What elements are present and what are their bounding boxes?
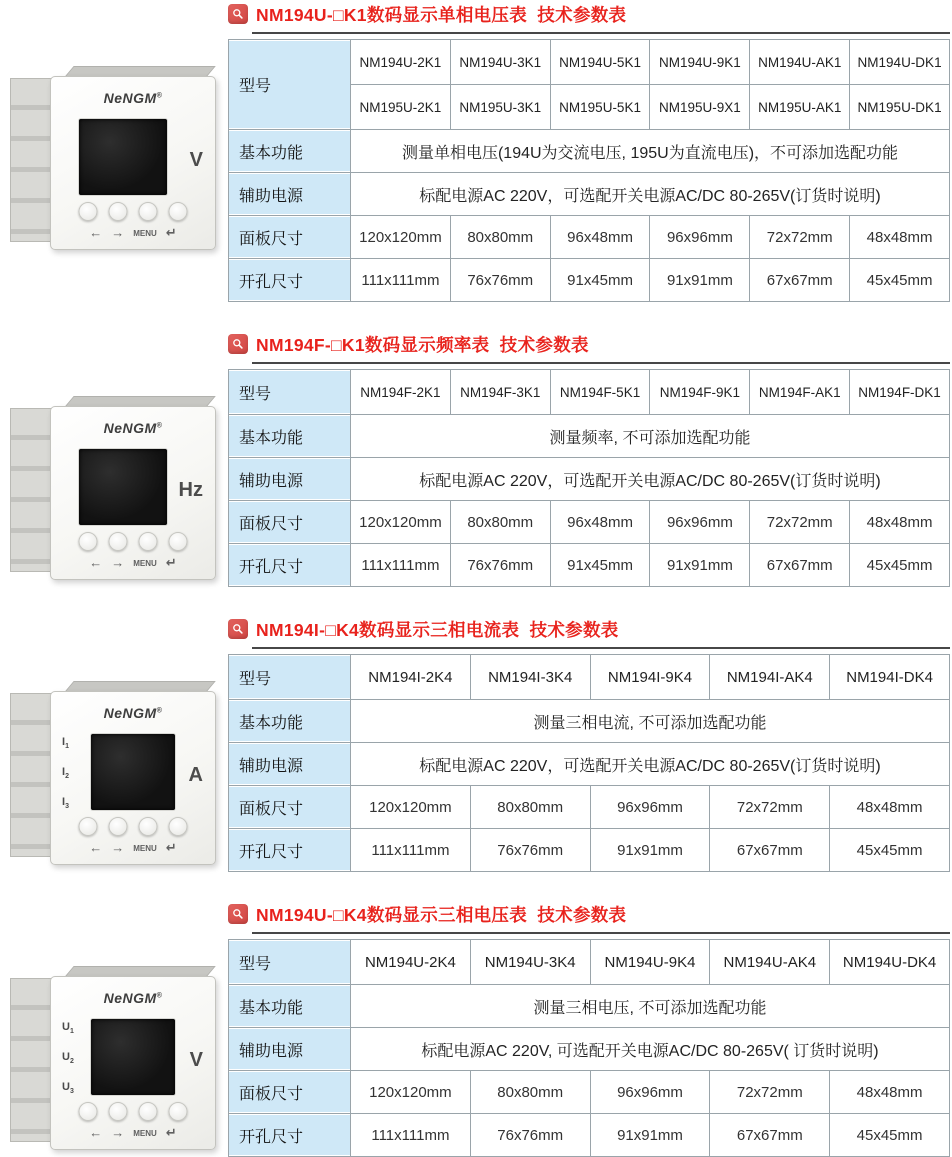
panel-size-cell: 120x120mm bbox=[351, 216, 451, 259]
meter-photo bbox=[10, 956, 215, 1156]
brand-logo bbox=[51, 90, 215, 106]
panel-size-row bbox=[229, 1071, 950, 1114]
aux-power-cell: 标配电源AC 220V, 可选配开关电源AC/DC 80-265V( 订货时说明) bbox=[351, 1028, 950, 1071]
panel-button-row bbox=[79, 532, 188, 551]
lcd-display bbox=[79, 119, 167, 195]
product-photo-column bbox=[0, 2, 228, 302]
panel-size-cell: 120x120mm bbox=[351, 501, 451, 544]
panel-button-label: MENU bbox=[133, 228, 157, 238]
panel-button-labels bbox=[89, 225, 177, 240]
registered-mark: ® bbox=[156, 992, 163, 1000]
panel-size-cell: 72x72mm bbox=[750, 216, 850, 259]
cutout-size-cell: 91x91mm bbox=[590, 1114, 710, 1157]
aux-power-row bbox=[229, 458, 950, 501]
spec-table bbox=[228, 39, 950, 302]
section-header bbox=[228, 902, 950, 926]
model-cell: NM195U-9X1 bbox=[650, 85, 750, 130]
basic-function-cell: 测量频率, 不可添加选配功能 bbox=[351, 415, 950, 458]
panel-button bbox=[109, 1102, 128, 1121]
model-cell: NM195U-AK1 bbox=[750, 85, 850, 130]
lcd-display bbox=[91, 1019, 175, 1095]
cutout-size-cell: 91x91mm bbox=[650, 544, 750, 587]
channel-label bbox=[62, 796, 69, 810]
row-header: 基本功能 bbox=[229, 985, 351, 1028]
basic-function-row bbox=[229, 700, 950, 743]
row-header: 辅助电源 bbox=[229, 743, 351, 786]
model-cell: NM194U-DK4 bbox=[830, 940, 950, 985]
cutout-size-cell: 111x111mm bbox=[351, 544, 451, 587]
basic-function-row bbox=[229, 415, 950, 458]
panel-button-row bbox=[79, 1102, 188, 1121]
unit-label: Hz bbox=[178, 479, 203, 501]
basic-function-cell: 测量单相电压(194U为交流电压, 195U为直流电压)，不可添加选配功能 bbox=[351, 130, 950, 173]
channel-base: U bbox=[62, 1080, 70, 1093]
model-cell: NM194U-3K4 bbox=[470, 940, 590, 985]
panel-size-cell: 80x80mm bbox=[450, 501, 550, 544]
model-cell: NM194U-DK1 bbox=[850, 40, 950, 85]
title-underline bbox=[252, 362, 950, 364]
channel-label bbox=[62, 1051, 74, 1065]
cutout-size-row bbox=[229, 829, 950, 872]
brand-name: NeNGM bbox=[103, 420, 157, 436]
cutout-size-cell: 45x45mm bbox=[850, 259, 950, 302]
panel-size-cell: 120x120mm bbox=[351, 1071, 471, 1114]
channel-subscript: 3 bbox=[69, 1088, 74, 1095]
row-header: 面板尺寸 bbox=[229, 1071, 351, 1114]
brand-logo bbox=[51, 990, 215, 1006]
model-row bbox=[229, 940, 950, 985]
panel-button bbox=[169, 817, 188, 836]
panel-button-label: ← bbox=[89, 225, 103, 240]
model-cell: NM194U-2K4 bbox=[351, 940, 471, 985]
panel-size-cell: 96x48mm bbox=[550, 216, 650, 259]
model-cell: NM194U-2K1 bbox=[351, 40, 451, 85]
cutout-size-cell: 76x76mm bbox=[470, 829, 590, 872]
panel-size-cell: 80x80mm bbox=[470, 786, 590, 829]
panel-size-cell: 96x48mm bbox=[550, 501, 650, 544]
row-header-model: 型号 bbox=[229, 655, 351, 700]
panel-size-row bbox=[229, 501, 950, 544]
meter-front-panel bbox=[50, 76, 216, 250]
meter-front-panel bbox=[50, 406, 216, 580]
panel-size-cell: 48x48mm bbox=[830, 786, 950, 829]
section-4 bbox=[0, 902, 952, 1157]
cutout-size-cell: 67x67mm bbox=[750, 544, 850, 587]
model-cell: NM194F-5K1 bbox=[550, 370, 650, 415]
channel-labels bbox=[62, 1021, 74, 1095]
model-cell: NM194F-3K1 bbox=[450, 370, 550, 415]
model-cell: NM194U-3K1 bbox=[450, 40, 550, 85]
section-header bbox=[228, 2, 950, 26]
panel-button bbox=[79, 1102, 98, 1121]
panel-button bbox=[79, 817, 98, 836]
row-header: 基本功能 bbox=[229, 415, 351, 458]
model-cell: NM194F-9K1 bbox=[650, 370, 750, 415]
panel-button bbox=[169, 202, 188, 221]
section-2 bbox=[0, 332, 952, 587]
model-cell: NM195U-3K1 bbox=[450, 85, 550, 130]
model-cell: NM195U-5K1 bbox=[550, 85, 650, 130]
channel-labels bbox=[62, 736, 69, 810]
panel-size-cell: 72x72mm bbox=[710, 786, 830, 829]
cutout-size-cell: 67x67mm bbox=[750, 259, 850, 302]
panel-button-label: → bbox=[111, 840, 125, 855]
cutout-size-cell: 67x67mm bbox=[710, 829, 830, 872]
panel-button-label: → bbox=[111, 225, 125, 240]
panel-button bbox=[139, 817, 158, 836]
panel-button bbox=[169, 532, 188, 551]
magnifier-icon bbox=[228, 334, 248, 354]
magnifier-icon bbox=[228, 4, 248, 24]
section-title: NM194I-□K4数码显示三相电流表 技术参数表 bbox=[256, 619, 619, 640]
cutout-size-cell: 67x67mm bbox=[710, 1114, 830, 1157]
panel-button bbox=[109, 202, 128, 221]
panel-button-label: MENU bbox=[133, 558, 157, 568]
panel-size-cell: 96x96mm bbox=[590, 1071, 710, 1114]
cutout-size-cell: 111x111mm bbox=[351, 1114, 471, 1157]
aux-power-cell: 标配电源AC 220V，可选配开关电源AC/DC 80-265V(订货时说明) bbox=[351, 173, 950, 216]
cutout-size-cell: 91x45mm bbox=[550, 544, 650, 587]
model-cell: NM194U-AK1 bbox=[750, 40, 850, 85]
panel-button-label: ↵ bbox=[165, 1125, 177, 1140]
model-cell: NM195U-2K1 bbox=[351, 85, 451, 130]
row-header-model: 型号 bbox=[229, 940, 351, 985]
product-photo-column bbox=[0, 902, 228, 1157]
panel-button-label: ← bbox=[89, 555, 103, 570]
section-content bbox=[228, 332, 952, 587]
panel-size-cell: 80x80mm bbox=[470, 1071, 590, 1114]
panel-button-label: → bbox=[111, 555, 125, 570]
section-content bbox=[228, 902, 952, 1157]
model-row bbox=[229, 655, 950, 700]
panel-size-cell: 72x72mm bbox=[750, 501, 850, 544]
aux-power-row bbox=[229, 1028, 950, 1071]
panel-button-label: ↵ bbox=[165, 840, 177, 855]
channel-subscript: 1 bbox=[65, 743, 69, 751]
magnifier-icon bbox=[228, 619, 248, 639]
model-cell: NM194U-5K1 bbox=[550, 40, 650, 85]
unit-label: V bbox=[189, 1049, 203, 1071]
basic-function-cell: 测量三相电流, 不可添加选配功能 bbox=[351, 700, 950, 743]
panel-size-cell: 96x96mm bbox=[650, 501, 750, 544]
model-cell: NM194F-2K1 bbox=[351, 370, 451, 415]
row-header: 面板尺寸 bbox=[229, 786, 351, 829]
meter-front-panel bbox=[50, 976, 216, 1150]
panel-button-label: → bbox=[111, 1125, 125, 1140]
panel-button-label: ↵ bbox=[165, 555, 177, 570]
model-cell: NM194I-3K4 bbox=[470, 655, 590, 700]
aux-power-row bbox=[229, 173, 950, 216]
registered-mark: ® bbox=[156, 422, 163, 430]
model-cell: NM194U-AK4 bbox=[710, 940, 830, 985]
section-title: NM194F-□K1数码显示频率表 技术参数表 bbox=[256, 334, 589, 355]
panel-button bbox=[139, 202, 158, 221]
model-cell: NM194I-2K4 bbox=[351, 655, 471, 700]
spec-table bbox=[228, 369, 950, 587]
panel-button-row bbox=[79, 202, 188, 221]
channel-base: U bbox=[62, 1021, 70, 1033]
meter-photo bbox=[10, 56, 215, 256]
row-header: 开孔尺寸 bbox=[229, 1114, 351, 1157]
row-header: 基本功能 bbox=[229, 130, 351, 173]
row-header: 辅助电源 bbox=[229, 1028, 351, 1071]
title-underline bbox=[252, 32, 950, 34]
channel-subscript: 2 bbox=[69, 1058, 74, 1066]
registered-mark: ® bbox=[156, 707, 163, 715]
row-header: 开孔尺寸 bbox=[229, 259, 351, 302]
panel-button-label: ← bbox=[89, 1125, 103, 1140]
basic-function-row bbox=[229, 985, 950, 1028]
panel-size-cell: 96x96mm bbox=[590, 786, 710, 829]
aux-power-cell: 标配电源AC 220V，可选配开关电源AC/DC 80-265V(订货时说明) bbox=[351, 458, 950, 501]
row-header: 基本功能 bbox=[229, 700, 351, 743]
panel-size-cell: 48x48mm bbox=[850, 216, 950, 259]
model-cell: NM194F-DK1 bbox=[850, 370, 950, 415]
model-cell: NM194I-DK4 bbox=[830, 655, 950, 700]
cutout-size-cell: 76x76mm bbox=[450, 544, 550, 587]
cutout-size-cell: 111x111mm bbox=[351, 829, 471, 872]
brand-name: NeNGM bbox=[103, 990, 157, 1006]
spec-table bbox=[228, 654, 950, 872]
panel-size-row bbox=[229, 216, 950, 259]
row-header: 面板尺寸 bbox=[229, 216, 351, 259]
panel-button-labels bbox=[89, 1125, 177, 1140]
brand-logo bbox=[51, 705, 215, 721]
section-content bbox=[228, 617, 952, 872]
basic-function-cell: 测量三相电压, 不可添加选配功能 bbox=[351, 985, 950, 1028]
spec-table bbox=[228, 939, 950, 1157]
cutout-size-cell: 45x45mm bbox=[830, 829, 950, 872]
title-underline bbox=[252, 932, 950, 934]
row-header-model: 型号 bbox=[229, 40, 351, 130]
channel-subscript: 2 bbox=[65, 773, 69, 781]
row-header: 开孔尺寸 bbox=[229, 829, 351, 872]
cutout-size-cell: 45x45mm bbox=[850, 544, 950, 587]
row-header: 开孔尺寸 bbox=[229, 544, 351, 587]
model-cell: NM194I-AK4 bbox=[710, 655, 830, 700]
channel-label bbox=[62, 1081, 74, 1095]
panel-button-label: ← bbox=[89, 840, 103, 855]
panel-button bbox=[139, 532, 158, 551]
model-cell: NM194U-9K1 bbox=[650, 40, 750, 85]
unit-label: V bbox=[189, 149, 203, 171]
panel-button-labels bbox=[89, 555, 177, 570]
channel-subscript: 1 bbox=[69, 1028, 74, 1036]
channel-base: U bbox=[62, 1050, 70, 1063]
row-header-model: 型号 bbox=[229, 370, 351, 415]
panel-button-label: MENU bbox=[133, 843, 157, 853]
lcd-display bbox=[91, 734, 175, 810]
panel-button bbox=[79, 532, 98, 551]
product-photo-column bbox=[0, 332, 228, 587]
cutout-size-cell: 45x45mm bbox=[830, 1114, 950, 1157]
section-title: NM194U-□K1数码显示单相电压表 技术参数表 bbox=[256, 4, 627, 25]
cutout-size-cell: 111x111mm bbox=[351, 259, 451, 302]
section-content bbox=[228, 2, 952, 302]
row-header: 辅助电源 bbox=[229, 173, 351, 216]
aux-power-cell: 标配电源AC 220V，可选配开关电源AC/DC 80-265V(订货时说明) bbox=[351, 743, 950, 786]
brand-name: NeNGM bbox=[103, 705, 157, 721]
model-row bbox=[229, 370, 950, 415]
cutout-size-cell: 91x91mm bbox=[590, 829, 710, 872]
panel-button bbox=[139, 1102, 158, 1121]
channel-label bbox=[62, 736, 69, 750]
aux-power-row bbox=[229, 743, 950, 786]
channel-label bbox=[62, 766, 69, 780]
model-cell: NM194F-AK1 bbox=[750, 370, 850, 415]
cutout-size-cell: 91x45mm bbox=[550, 259, 650, 302]
channel-subscript: 3 bbox=[65, 803, 69, 810]
panel-size-cell: 48x48mm bbox=[850, 501, 950, 544]
panel-button bbox=[169, 1102, 188, 1121]
channel-base: I bbox=[62, 795, 66, 808]
panel-button-row bbox=[79, 817, 188, 836]
title-underline bbox=[252, 647, 950, 649]
panel-size-cell: 80x80mm bbox=[450, 216, 550, 259]
model-cell: NM195U-DK1 bbox=[850, 85, 950, 130]
panel-size-row bbox=[229, 786, 950, 829]
brand-logo bbox=[51, 420, 215, 436]
panel-button bbox=[79, 202, 98, 221]
model-cell: NM194I-9K4 bbox=[590, 655, 710, 700]
brand-name: NeNGM bbox=[103, 90, 157, 106]
cutout-size-cell: 76x76mm bbox=[450, 259, 550, 302]
cutout-size-row bbox=[229, 259, 950, 302]
cutout-size-row bbox=[229, 1114, 950, 1157]
channel-base: I bbox=[62, 736, 66, 748]
panel-button-labels bbox=[89, 840, 177, 855]
panel-size-cell: 120x120mm bbox=[351, 786, 471, 829]
lcd-display bbox=[79, 449, 167, 525]
cutout-size-row bbox=[229, 544, 950, 587]
row-header: 面板尺寸 bbox=[229, 501, 351, 544]
panel-button-label: ↵ bbox=[165, 225, 177, 240]
section-header bbox=[228, 617, 950, 641]
product-photo-column bbox=[0, 617, 228, 872]
panel-size-cell: 72x72mm bbox=[710, 1071, 830, 1114]
section-header bbox=[228, 332, 950, 356]
meter-front-panel bbox=[50, 691, 216, 865]
meter-photo bbox=[10, 386, 215, 586]
cutout-size-cell: 91x91mm bbox=[650, 259, 750, 302]
panel-size-cell: 96x96mm bbox=[650, 216, 750, 259]
model-row bbox=[229, 40, 950, 85]
basic-function-row bbox=[229, 130, 950, 173]
panel-button-label: MENU bbox=[133, 1128, 157, 1138]
panel-button bbox=[109, 532, 128, 551]
magnifier-icon bbox=[228, 904, 248, 924]
section-1 bbox=[0, 2, 952, 302]
meter-photo bbox=[10, 671, 215, 871]
row-header: 辅助电源 bbox=[229, 458, 351, 501]
cutout-size-cell: 76x76mm bbox=[470, 1114, 590, 1157]
section-3 bbox=[0, 617, 952, 872]
model-cell: NM194U-9K4 bbox=[590, 940, 710, 985]
registered-mark: ® bbox=[156, 92, 163, 100]
unit-label: A bbox=[188, 764, 203, 786]
panel-size-cell: 48x48mm bbox=[830, 1071, 950, 1114]
section-title: NM194U-□K4数码显示三相电压表 技术参数表 bbox=[256, 904, 627, 925]
panel-button bbox=[109, 817, 128, 836]
channel-label bbox=[62, 1021, 74, 1035]
channel-base: I bbox=[62, 765, 66, 778]
